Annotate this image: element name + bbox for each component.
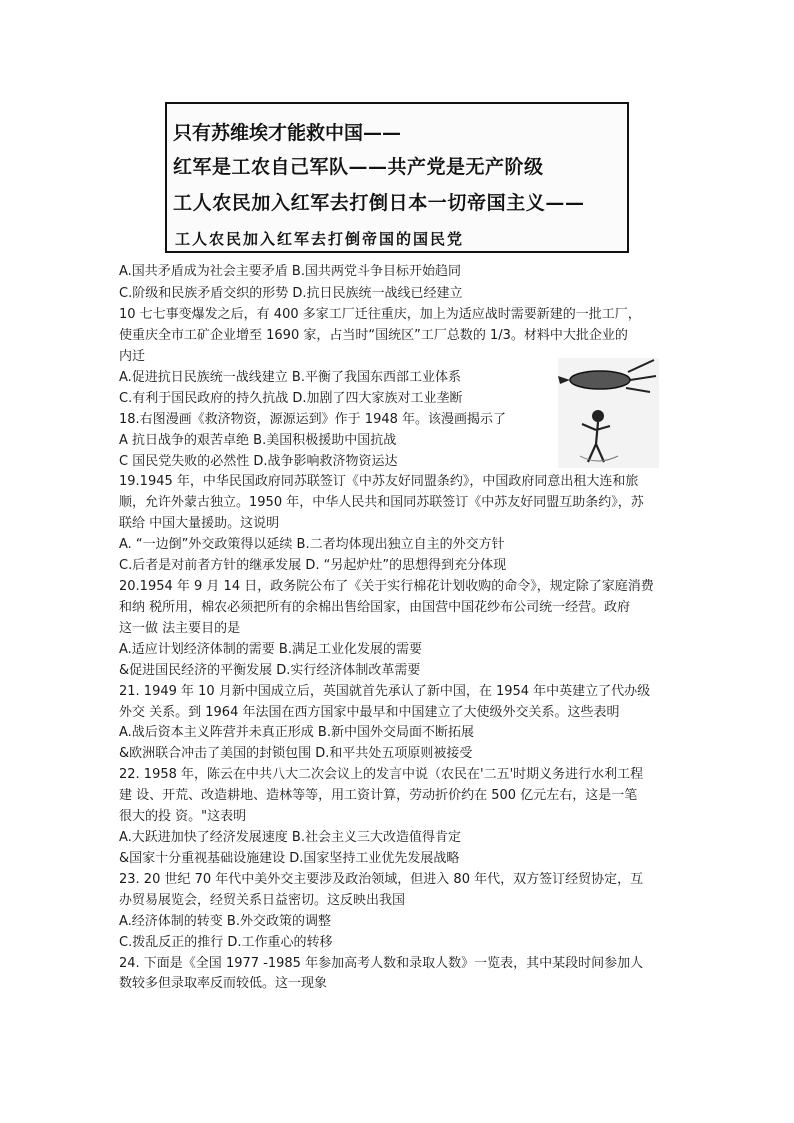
cartoon-drawing [558, 358, 659, 468]
text-line: 内迁 [119, 349, 146, 364]
text-line: A.促进抗日民族统一战线建立 B.平衡了我国东西部工业体系 [119, 370, 461, 385]
text-line: 办贸易展览会，经贸关系日益密切。这反映出我国 [119, 893, 406, 908]
text-line: 这一做 法主要目的是 [119, 621, 241, 636]
text-line: 和纳 税所用，棉农必须把所有的余棉出售给国家，由国营中国花纱布公司统一经营。政府 [119, 600, 631, 615]
text-line: 顺，允许外蒙古独立。1950 年，中华人民共和国同苏联签订《中苏友好同盟互助条约》，苏 [119, 495, 644, 510]
text-line: 19.1945 年，中华民国政府同苏联签订《中苏友好同盟条约》，中国政府同意出租大连和旅 [119, 474, 639, 489]
text-line: 18.右图漫画《救济物资，源源运到》作于 1948 年。该漫画揭示了 [119, 412, 507, 427]
text-line: 建 设、开荒、改造耕地、造林等等，用工资计算，劳动折价约在 500 亿元左右，这是一笔 [119, 788, 638, 803]
text-line: C.后者是对前者方针的继承发展 D. “另起炉灶”的思想得到充分体现 [119, 558, 507, 573]
slogan-line-3: 工人农民加入红军去打倒日本一切帝国主义—— [173, 192, 585, 214]
text-line: &欧洲联合冲击了美国的封锁包围 D.和平共处五项原则被接受 [119, 746, 473, 761]
text-line: A.战后资本主义阵营并未真正形成 B.新中国外交局面不断拓展 [119, 725, 474, 740]
text-line: A.适应计划经济体制的需要 B.满足工业化发展的需要 [119, 642, 422, 657]
text-line: C.拨乱反正的推行 D.工作重心的转移 [119, 935, 333, 950]
text-line: 21. 1949 年 10 月新中国成立后，英国就首先承认了新中国，在 1954 年中英建立了代办级 [119, 684, 651, 699]
text-line: 使重庆全市工矿企业增至 1690 家，占当时“国统区”工厂总数的 1/3。材料中大批企业的 [119, 328, 628, 343]
text-line: 联给 中国大量援助。这说明 [119, 516, 280, 531]
text-line: 20.1954 年 9 月 14 日，政务院公布了《关于实行棉花计划收购的命令》，规定除了家庭消费 [119, 579, 654, 594]
relief-supplies-cartoon [558, 358, 659, 468]
text-line: A 抗日战争的艰苦卓绝 B.美国积极援助中国抗战 [119, 433, 397, 448]
text-line: 很大的投 资。"这表明 [119, 809, 247, 824]
slogan-line-2: 红军是工农自己军队——共产党是无产阶级 [173, 156, 544, 178]
text-line: C.阶级和民族矛盾交织的形势 D.抗日民族统一战线已经建立 [119, 286, 463, 301]
text-line: A.经济体制的转变 B.外交政策的调整 [119, 914, 331, 929]
text-line: &国家十分重视基础设施建设 D.国家坚持工业优先发展战略 [119, 851, 460, 866]
text-line: A.大跃进加快了经济发展速度 B.社会主义三大改造值得肯定 [119, 830, 461, 845]
text-line: 数较多但录取率反而较低。这一现象 [119, 976, 328, 991]
text-line: 23. 20 世纪 70 年代中美外交主要涉及政治领域，但进入 80 年代，双方签订经贸协定，互 [119, 872, 644, 887]
text-line: 10 七七事变爆发之后，有 400 多家工厂迁往重庆，加上为适应战时需要新建的一批工厂， [119, 307, 641, 322]
slogan-line-4: 工人农民加入红军去打倒帝国的国民党 [175, 230, 465, 248]
text-line: A.国共矛盾成为社会主要矛盾 B.国共两党斗争目标开始趋同 [119, 264, 461, 279]
text-line: C.有利于国民政府的持久抗战 D.加剧了四大家族对工业垄断 [119, 391, 463, 406]
text-line: C 国民党失败的必然性 D.战争影响救济物资运达 [119, 454, 398, 469]
text-line: 22. 1958 年，陈云在中共八大二次会议上的发言中说（农民在'二五'时期义务进行水利工程 [119, 767, 644, 782]
historical-slogan-image [165, 102, 629, 253]
text-line: 外交 关系。到 1964 年法国在西方国家中最早和中国建立了大使级外交关系。这些表明 [119, 705, 620, 720]
text-line: 24. 下面是《全国 1977 -1985 年参加高考人数和录取人数》一览表，其中某段时间参加人 [119, 956, 644, 971]
slogan-line-1: 只有苏维埃才能救中国—— [173, 122, 402, 144]
text-line: A. “一边倒”外交政策得以延续 B.二者均体现出独立自主的外交方针 [119, 537, 505, 552]
text-line: &促进国民经济的平衡发展 D.实行经济体制改革需要 [119, 663, 421, 678]
